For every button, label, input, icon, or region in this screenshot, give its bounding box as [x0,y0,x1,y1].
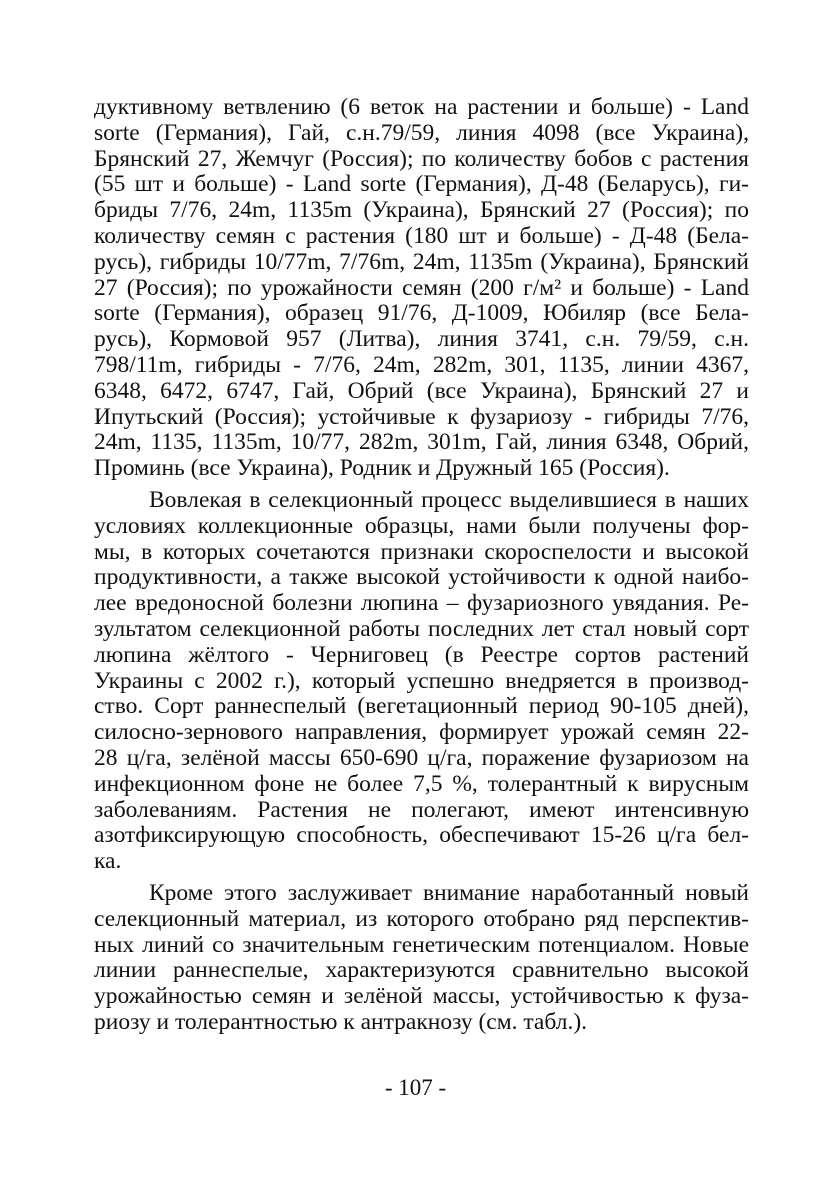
text-line: sorte (Германия), образец 91/76, Д-1009, Юбиляр (все Бела- [94,300,749,327]
text-line: Украины с 2002 г.), который успешно внедряется в производ- [94,667,749,694]
text-line: 24m, 1135, 1135m, 10/77, 282m, 301m, Гай, линия 6348, Обрий, [94,429,749,456]
text-line: заболеваниям. Растения не полегают, имеют интенсивную [94,796,749,823]
text-line: мы, в которых сочетаются признаки скороспелости и высокой [94,538,749,565]
text-line: риозу и толерантностью к антракнозу (см. табл.). [94,1008,588,1035]
text-line: русь), гибриды 10/77m, 7/76m, 24m, 1135m (Украина), Брянский [94,248,749,275]
text-line: 798/11m, гибриды - 7/76, 24m, 282m, 301, 1135, линии 4367, [94,351,749,378]
text-line: 6348, 6472, 6747, Гай, Обрий (все Украина), Брянский 27 и [94,377,749,404]
text-line: Кроме этого заслуживает внимание наработанный новый [149,879,749,906]
text-line: инфекционном фоне не более 7,5 %, толерантный к вирусным [94,770,749,797]
text-line: sorte (Германия), Гай, с.н.79/59, линия 4098 (все Украина), [94,119,749,146]
text-line: люпина жёлтого - Черниговец (в Реестре сортов растений [94,641,749,668]
text-line: лее вредоносной болезни люпина – фузариозного увядания. Ре- [94,590,749,617]
paragraph-2 [94,488,749,875]
paragraph-3 [94,881,749,1036]
text-line: 27 (Россия); по урожайности семян (200 г/м² и больше) - Land [94,274,749,301]
text-line: дуктивному ветвлению (6 веток на растении и больше) - Land [94,94,749,120]
text-line: Проминь (все Украина), Родник и Дружный 165 (Россия). [94,455,670,482]
text-line: ство. Сорт раннеспелый (вегетационный период 90-105 дней), [94,693,749,720]
text-line: урожайностью семян и зелёной массы, устойчивостью к фуза- [94,983,749,1010]
text-line: Ипутьский (Россия); устойчивые к фузариозу - гибриды 7/76, [94,403,749,430]
text-line: линии раннеспелые, характеризуются сравнительно высокой [94,957,749,984]
text-line: условиях коллекционные образцы, нами были получены фор- [94,512,749,539]
text-line: бриды 7/76, 24m, 1135m (Украина), Брянский 27 (Россия); по [94,197,749,224]
text-line: Вовлекая в селекционный процесс выделившиеся в наших [149,486,749,513]
text-line: русь), Кормовой 957 (Литва), линия 3741, с.н. 79/59, с.н. [94,326,749,353]
text-line: (55 шт и больше) - Land sorte (Германия), Д-48 (Беларусь), ги- [94,171,749,198]
text-line: силосно-зернового направления, формирует урожай семян 22- [94,719,749,746]
text-line: ных линий со значительным генетическим потенциалом. Новые [94,931,749,958]
text-line: 28 ц/га, зелёной массы 650-690 ц/га, поражение фузариозом на [94,744,749,771]
text-line: азотфиксирующую способность, обеспечивают 15-26 ц/га бел- [94,822,749,849]
text-line: Брянский 27, Жемчуг (Россия); по количеству бобов с растения [94,145,749,172]
page-number: - 107 - [384,1075,447,1100]
text-line: количеству семян с растения (180 шт и больше) - Д-48 (Бела- [94,222,749,249]
text-line: селекционный материал, из которого отобрано ряд перспектив- [94,905,749,932]
paragraph-1 [94,95,749,482]
page-body [94,95,749,1036]
text-line: продуктивности, а также высокой устойчивости к одной наибо- [94,564,749,591]
text-line: зультатом селекционной работы последних лет стал новый сорт [94,615,749,642]
text-line: ка. [94,848,122,875]
